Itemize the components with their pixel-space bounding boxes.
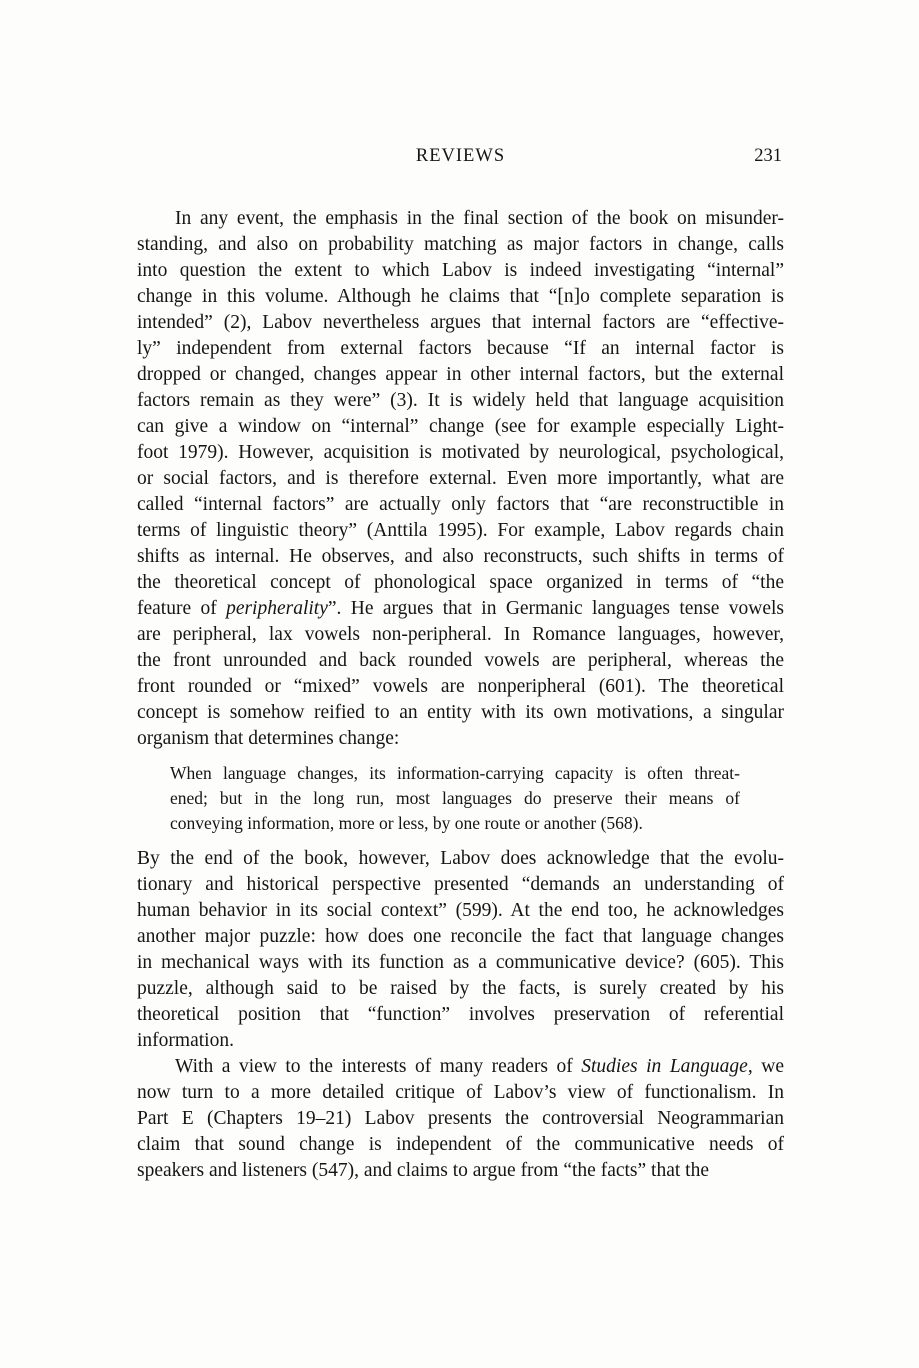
text-line: With a view to the interests of many readers of Studies in Language, we xyxy=(175,1056,784,1077)
text-line: information. xyxy=(137,1030,234,1051)
text-line: speakers and listeners (547), and claims to argue from “the facts” that the xyxy=(137,1160,709,1181)
text-line: terms of linguistic theory” (Anttila 1995). For example, Labov regards chain xyxy=(137,520,784,541)
text-line: When language changes, its information-carrying capacity is often threat- xyxy=(170,763,740,783)
text-column xyxy=(137,146,784,1184)
text-line: dropped or changed, changes appear in other internal factors, but the external xyxy=(137,364,784,385)
text-line: change in this volume. Although he claims that “[n]o complete separation is xyxy=(137,286,784,307)
text-line: can give a window on “internal” change (see for example especially Light- xyxy=(137,416,784,437)
text-line: intended” (2), Labov nevertheless argues that internal factors are “effective- xyxy=(137,312,784,333)
text-line: the front unrounded and back rounded vowels are peripheral, whereas the xyxy=(137,650,784,671)
running-head xyxy=(137,146,784,170)
text-line: foot 1979). However, acquisition is motivated by neurological, psychological, xyxy=(137,442,784,463)
page-number: 231 xyxy=(754,146,782,166)
text-line: or social factors, and is therefore external. Even more importantly, what are xyxy=(137,468,784,489)
text-line: organism that determines change: xyxy=(137,728,400,749)
text-line: By the end of the book, however, Labov does acknowledge that the evolu- xyxy=(137,848,784,869)
text-line: feature of peripherality”. He argues that in Germanic languages tense vowels xyxy=(137,598,785,619)
text-line: called “internal factors” are actually only factors that “are reconstructible in xyxy=(137,494,784,515)
text-line: claim that sound change is independent of the communicative needs of xyxy=(137,1134,784,1155)
text-line: are peripheral, lax vowels non-peripheral. In Romance languages, however, xyxy=(137,624,784,645)
text-line: theoretical position that “function” involves preservation of referential xyxy=(137,1004,784,1025)
text-line: standing, and also on probability matching as major factors in change, calls xyxy=(137,234,784,255)
paragraph xyxy=(137,846,784,1054)
text-line: now turn to a more detailed critique of Labov’s view of functionalism. In xyxy=(137,1082,784,1103)
paragraph xyxy=(137,206,784,752)
body-blocks xyxy=(137,206,784,1184)
text-line: another major puzzle: how does one reconcile the fact that language changes xyxy=(137,926,784,947)
text-line: the theoretical concept of phonological space organized in terms of “the xyxy=(137,572,784,593)
text-line: in mechanical ways with its function as a communicative device? (605). This xyxy=(137,952,784,973)
text-line: Part E (Chapters 19–21) Labov presents the controversial Neogrammarian xyxy=(137,1108,784,1129)
text-line: puzzle, although said to be raised by the facts, is surely created by his xyxy=(137,978,784,999)
text-line: ly” independent from external factors because “If an internal factor is xyxy=(137,338,784,359)
text-line: In any event, the emphasis in the final section of the book on misunder- xyxy=(175,208,784,229)
text-line: concept is somehow reified to an entity with its own motivations, a singular xyxy=(137,702,784,723)
paragraph xyxy=(137,1054,784,1184)
text-line: conveying information, more or less, by one route or another (568). xyxy=(170,813,643,833)
text-line: human behavior in its social context” (599). At the end too, he acknowledges xyxy=(137,900,784,921)
text-line: into question the extent to which Labov is indeed investigating “internal” xyxy=(137,260,784,281)
blockquote xyxy=(170,761,784,836)
text-line: ened; but in the long run, most languages do preserve their means of xyxy=(170,788,740,808)
text-line: tionary and historical perspective presented “demands an understanding of xyxy=(137,874,784,895)
text-line: factors remain as they were” (3). It is widely held that language acquisition xyxy=(137,390,784,411)
page-header-title: REVIEWS xyxy=(415,146,506,166)
text-line: front rounded or “mixed” vowels are nonperipheral (601). The theoretical xyxy=(137,676,784,697)
text-line: shifts as internal. He observes, and also reconstructs, such shifts in terms of xyxy=(137,546,784,567)
